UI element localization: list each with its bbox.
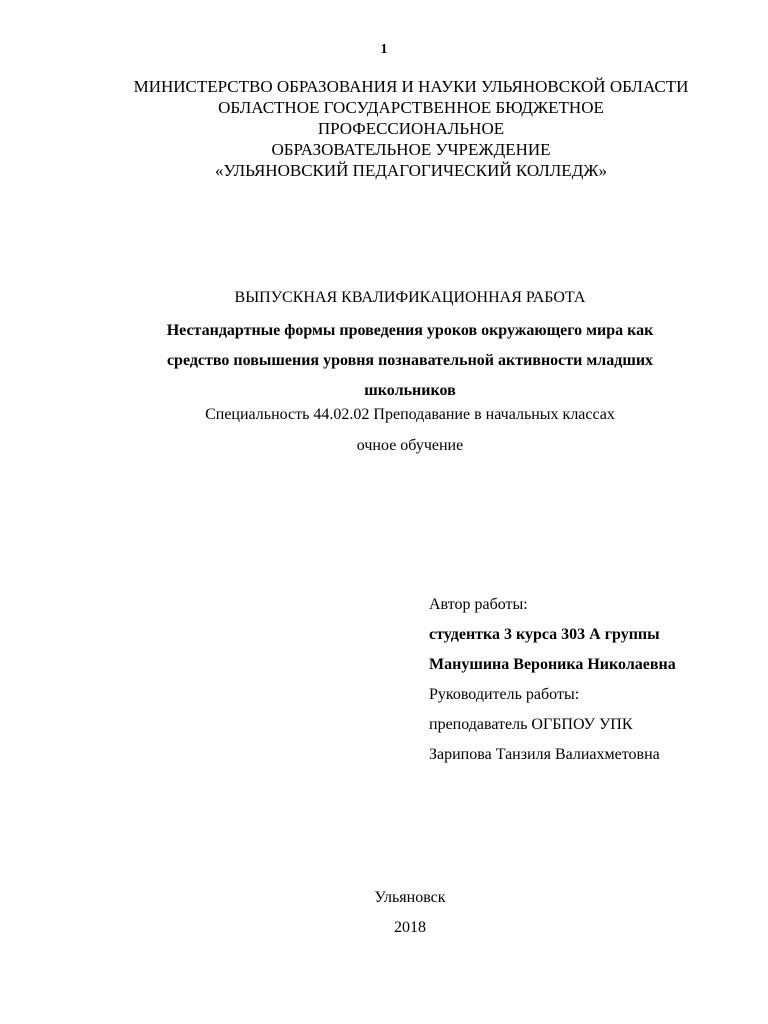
author-label: Автор работы: [429, 596, 528, 613]
author-block [429, 590, 676, 770]
work-type: ВЫПУСКНАЯ КВАЛИФИКАЦИОННАЯ РАБОТА [234, 289, 586, 306]
title-line: Нестандартные формы проведения уроков окружающего мира как [166, 322, 654, 339]
institution-header [40, 76, 768, 181]
supervisor-position: преподаватель ОГБПОУ УПК [429, 716, 633, 733]
supervisor-name: Зарипова Танзиля Валиахметовна [429, 746, 660, 763]
supervisor-label: Руководитель работы: [429, 686, 580, 703]
student-name: Манушина Вероника Николаевна [429, 656, 676, 673]
title-line: школьников [364, 382, 456, 399]
work-title [0, 316, 768, 406]
header-line: ПРОФЕССИОНАЛЬНОЕ [317, 119, 505, 138]
header-line: МИНИСТЕРСТВО ОБРАЗОВАНИЯ И НАУКИ УЛЬЯНОВСКОЙ ОБЛАСТИ [133, 77, 689, 96]
header-line: ОБРАЗОВАТЕЛЬНОЕ УЧРЕЖДЕНИЕ [271, 140, 551, 159]
student-group: студентка 3 курса 303 А группы [429, 626, 660, 643]
header-line: ОБЛАСТНОЕ ГОСУДАРСТВЕННОЕ БЮДЖЕТНОЕ [218, 98, 604, 117]
study-form: очное обучение [356, 437, 464, 454]
page-number: 1 [380, 42, 388, 57]
year: 2018 [394, 919, 426, 936]
city: Ульяновск [374, 889, 446, 906]
header-line: «УЛЬЯНОВСКИЙ ПЕДАГОГИЧЕСКИЙ КОЛЛЕДЖ» [214, 161, 608, 180]
specialty: Специальность 44.02.02 Преподавание в начальных классах [205, 406, 615, 423]
title-line: средство повышения уровня познавательной активности младших [166, 352, 654, 369]
